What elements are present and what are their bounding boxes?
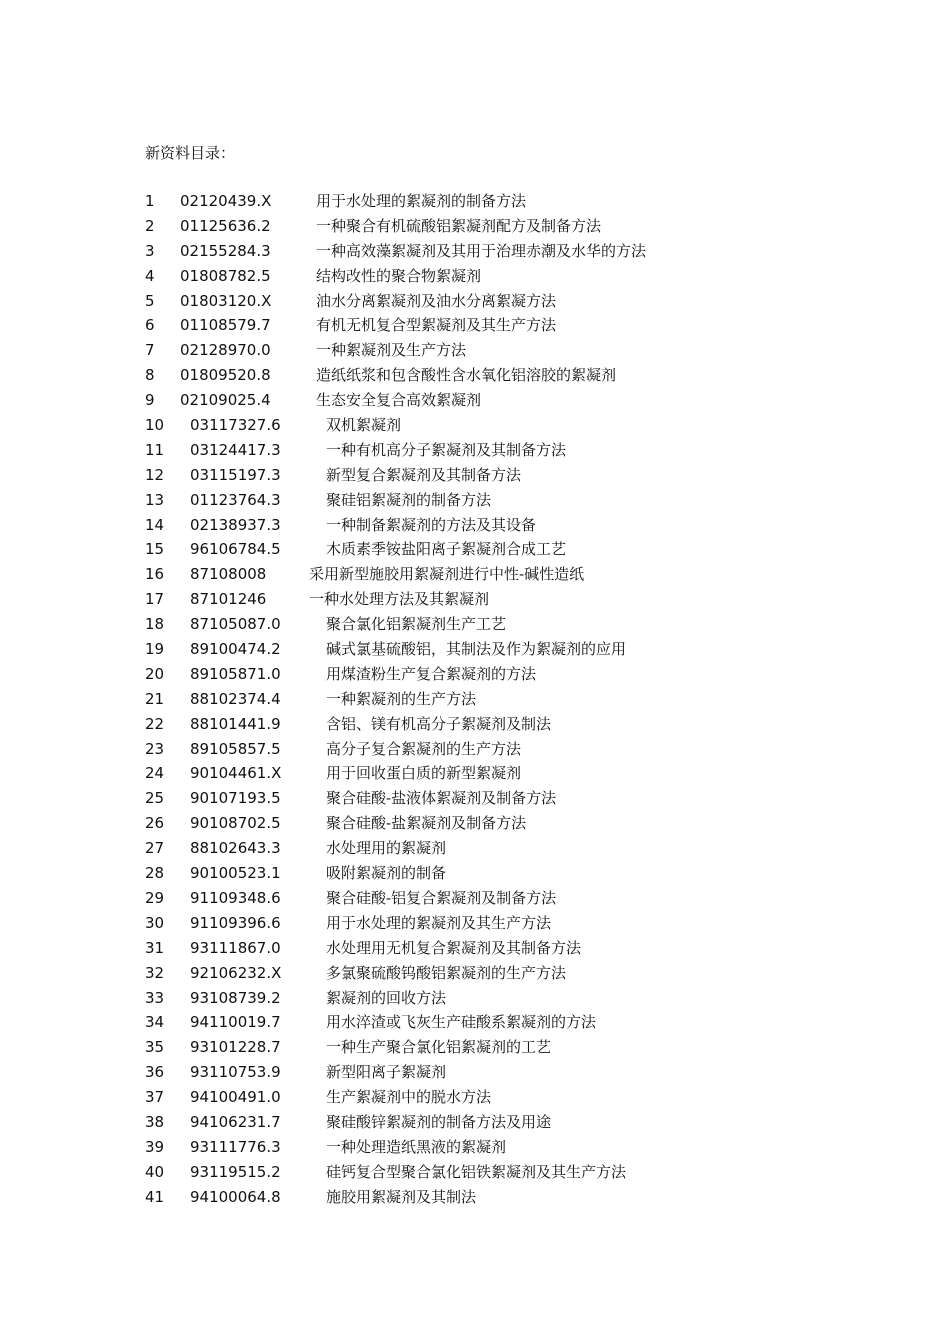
patent-title: 用于回收蛋白质的新型絮凝剂: [326, 764, 522, 783]
patent-title: 一种聚合有机硫酸铝絮凝剂配方及制备方法: [316, 216, 602, 235]
patent-number: 91109396.6: [190, 913, 281, 932]
patent-title: 水处理用的絮凝剂: [326, 839, 447, 858]
entry-number: 22: [145, 714, 165, 733]
list-item: [145, 836, 905, 861]
entry-number: 38: [145, 1112, 165, 1131]
list-item: [145, 1010, 905, 1035]
entry-number: 31: [145, 938, 165, 957]
patent-title: 一种高效藻絮凝剂及其用于治理赤潮及水华的方法: [316, 241, 647, 260]
list-item: [145, 1060, 905, 1085]
patent-number: 93110753.9: [190, 1063, 281, 1082]
patent-number: 01125636.2: [180, 216, 271, 235]
patent-number: 94106231.7: [190, 1112, 281, 1131]
patent-title: 新型阳离子絮凝剂: [326, 1063, 447, 1082]
patent-title: 用煤渣粉生产复合絮凝剂的方法: [326, 664, 537, 683]
patent-title: 聚合氯化铝絮凝剂生产工艺: [326, 615, 507, 634]
patent-title: 采用新型施胶用絮凝剂进行中性-碱性造纸: [309, 565, 585, 584]
patent-title: 吸附絮凝剂的制备: [326, 864, 447, 883]
patent-number: 02120439.X: [180, 192, 272, 210]
list-item: [145, 861, 905, 886]
list-item: [145, 363, 905, 388]
patent-number: 93111867.0: [190, 938, 281, 957]
patent-title: 生产絮凝剂中的脱水方法: [326, 1088, 492, 1107]
entry-number: 1: [145, 192, 155, 210]
list-item: [145, 239, 905, 264]
patent-number: 93108739.2: [190, 988, 281, 1007]
patent-number: 90100523.1: [190, 864, 281, 883]
list-item: [145, 911, 905, 936]
patent-title: 聚合硅酸-盐液体絮凝剂及制备方法: [326, 789, 557, 808]
list-item: [145, 1160, 905, 1185]
patent-number: 02128970.0: [180, 341, 271, 360]
patent-title: 用于水处理的絮凝剂及其生产方法: [326, 913, 552, 932]
patent-title: 有机无机复合型絮凝剂及其生产方法: [316, 316, 557, 335]
patent-title: 一种絮凝剂及生产方法: [316, 341, 467, 360]
patent-number: 93111776.3: [190, 1137, 281, 1156]
list-item: [145, 612, 905, 637]
patent-title: 多氯聚硫酸钨酸铝絮凝剂的生产方法: [326, 963, 567, 982]
patent-number: 94100491.0: [190, 1088, 281, 1107]
list-item: [145, 1035, 905, 1060]
entry-number: 40: [145, 1162, 165, 1181]
list-item: [145, 338, 905, 363]
patent-number: 90107193.5: [190, 789, 281, 808]
list-item: [145, 886, 905, 911]
page-title: 新资料目录：: [145, 144, 236, 162]
patent-number: 89105857.5: [190, 739, 281, 758]
entry-number: 21: [145, 689, 165, 708]
entry-number: 27: [145, 839, 165, 858]
list-item: [145, 388, 905, 413]
patent-number: 94110019.7: [190, 1013, 281, 1032]
patent-number: 87105087.0: [190, 615, 281, 634]
entry-number: 3: [145, 241, 155, 260]
patent-number: 87101246: [190, 590, 267, 609]
entry-number: 30: [145, 913, 165, 932]
entry-number: 8: [145, 366, 155, 385]
entry-number: 32: [145, 963, 165, 982]
entry-number: 35: [145, 1038, 165, 1057]
patent-number: 03117327.6: [190, 416, 281, 435]
entry-number: 5: [145, 291, 155, 310]
patent-title: 一种絮凝剂的生产方法: [326, 689, 477, 708]
patent-number: 89105871.0: [190, 664, 281, 683]
list-item: [145, 1135, 905, 1160]
patent-number: 02138937.3: [190, 515, 281, 534]
entry-number: 23: [145, 739, 165, 758]
patent-title: 聚硅酸锌絮凝剂的制备方法及用途: [326, 1112, 552, 1131]
patent-number: 94100064.8: [190, 1187, 281, 1206]
patent-title: 用于水处理的絮凝剂的制备方法: [316, 192, 527, 210]
patent-title: 絮凝剂的回收方法: [326, 988, 447, 1007]
patent-title: 一种处理造纸黑液的絮凝剂: [326, 1137, 507, 1156]
patent-title: 含铝、镁有机高分子絮凝剂及制法: [326, 714, 552, 733]
patent-title: 碱式氯基硫酸铝，其制法及作为絮凝剂的应用: [326, 640, 627, 659]
list-item: [145, 289, 905, 314]
list-item: [145, 463, 905, 488]
entry-number: 2: [145, 216, 155, 235]
list-item: [145, 662, 905, 687]
entry-number: 33: [145, 988, 165, 1007]
patent-number: 88102643.3: [190, 839, 281, 858]
patent-number: 93101228.7: [190, 1038, 281, 1057]
list-item: [145, 936, 905, 961]
patent-number: 88102374.4: [190, 689, 281, 708]
patent-number: 02155284.3: [180, 241, 271, 260]
entry-number: 41: [145, 1187, 165, 1206]
patent-number: 90108702.5: [190, 814, 281, 833]
patent-number: 01108579.7: [180, 316, 271, 335]
patent-number: 88101441.9: [190, 714, 281, 733]
patent-title: 一种生产聚合氯化铝絮凝剂的工艺: [326, 1038, 552, 1057]
entry-number: 4: [145, 266, 155, 285]
patent-number: 02109025.4: [180, 391, 271, 410]
patent-title: 硅钙复合型聚合氯化铝铁絮凝剂及其生产方法: [326, 1162, 627, 1181]
list-item: [145, 761, 905, 786]
entry-number: 26: [145, 814, 165, 833]
list-item: [145, 214, 905, 239]
entry-number: 7: [145, 341, 155, 360]
list-item: [145, 189, 905, 214]
entry-number: 10: [145, 416, 165, 435]
patent-title: 结构改性的聚合物絮凝剂: [316, 266, 482, 285]
entry-number: 9: [145, 391, 155, 410]
entry-number: 15: [145, 540, 165, 559]
patent-number: 87108008: [190, 565, 267, 584]
patent-title: 施胶用絮凝剂及其制法: [326, 1187, 477, 1206]
list-item: [145, 811, 905, 836]
patent-title: 一种有机高分子絮凝剂及其制备方法: [326, 440, 567, 459]
patent-number: 01808782.5: [180, 266, 271, 285]
entry-number: 36: [145, 1063, 165, 1082]
patent-title: 新型复合絮凝剂及其制备方法: [326, 465, 522, 484]
patent-number: 89100474.2: [190, 640, 281, 659]
patent-title: 一种制备絮凝剂的方法及其设备: [326, 515, 537, 534]
entry-number: 24: [145, 764, 165, 783]
patent-title: 木质素季铵盐阳离子絮凝剂合成工艺: [326, 540, 567, 559]
list-item: [145, 1085, 905, 1110]
patent-title: 生态安全复合高效絮凝剂: [316, 391, 482, 410]
list-item: [145, 1110, 905, 1135]
entry-number: 25: [145, 789, 165, 808]
list-item: [145, 537, 905, 562]
patent-title: 双机絮凝剂: [326, 416, 402, 435]
patent-title: 水处理用无机复合絮凝剂及其制备方法: [326, 938, 582, 957]
list-item: [145, 513, 905, 538]
list-item: [145, 562, 905, 587]
entry-number: 34: [145, 1013, 165, 1032]
entry-number: 20: [145, 664, 165, 683]
entry-number: 29: [145, 888, 165, 907]
list-item: [145, 637, 905, 662]
entry-number: 17: [145, 590, 165, 609]
patent-number: 03115197.3: [190, 465, 281, 484]
patent-title: 聚合硅酸-盐絮凝剂及制备方法: [326, 814, 527, 833]
list-item: [145, 712, 905, 737]
patent-title: 聚硅铝絮凝剂的制备方法: [326, 490, 492, 509]
list-item: [145, 986, 905, 1011]
patent-title: 聚合硅酸-铝复合絮凝剂及制备方法: [326, 888, 557, 907]
patent-number: 96106784.5: [190, 540, 281, 559]
list-item: [145, 413, 905, 438]
patent-number: 01809520.8: [180, 366, 271, 385]
patent-list: [145, 189, 905, 1210]
entry-number: 37: [145, 1088, 165, 1107]
patent-title: 一种水处理方法及其絮凝剂: [309, 590, 490, 609]
list-item: [145, 687, 905, 712]
list-item: [145, 264, 905, 289]
entry-number: 11: [145, 440, 165, 459]
patent-number: 92106232.X: [190, 963, 282, 982]
entry-number: 14: [145, 515, 165, 534]
patent-title: 用水淬渣或飞灰生产硅酸系絮凝剂的方法: [326, 1013, 597, 1032]
patent-number: 93119515.2: [190, 1162, 281, 1181]
patent-title: 造纸纸浆和包含酸性含水氧化铝溶胶的絮凝剂: [316, 366, 617, 385]
list-item: [145, 587, 905, 612]
patent-title: 油水分离絮凝剂及油水分离絮凝方法: [316, 291, 557, 310]
patent-number: 01123764.3: [190, 490, 281, 509]
list-item: [145, 1185, 905, 1210]
entry-number: 18: [145, 615, 165, 634]
list-item: [145, 737, 905, 762]
entry-number: 12: [145, 465, 165, 484]
patent-number: 03124417.3: [190, 440, 281, 459]
entry-number: 19: [145, 640, 165, 659]
entry-number: 28: [145, 864, 165, 883]
entry-number: 13: [145, 490, 165, 509]
patent-number: 90104461.X: [190, 764, 282, 783]
patent-title: 高分子复合絮凝剂的生产方法: [326, 739, 522, 758]
list-item: [145, 961, 905, 986]
entry-number: 39: [145, 1137, 165, 1156]
list-item: [145, 786, 905, 811]
entry-number: 6: [145, 316, 155, 335]
list-item: [145, 438, 905, 463]
patent-number: 01803120.X: [180, 291, 272, 310]
list-item: [145, 488, 905, 513]
list-item: [145, 313, 905, 338]
patent-number: 91109348.6: [190, 888, 281, 907]
entry-number: 16: [145, 565, 165, 584]
